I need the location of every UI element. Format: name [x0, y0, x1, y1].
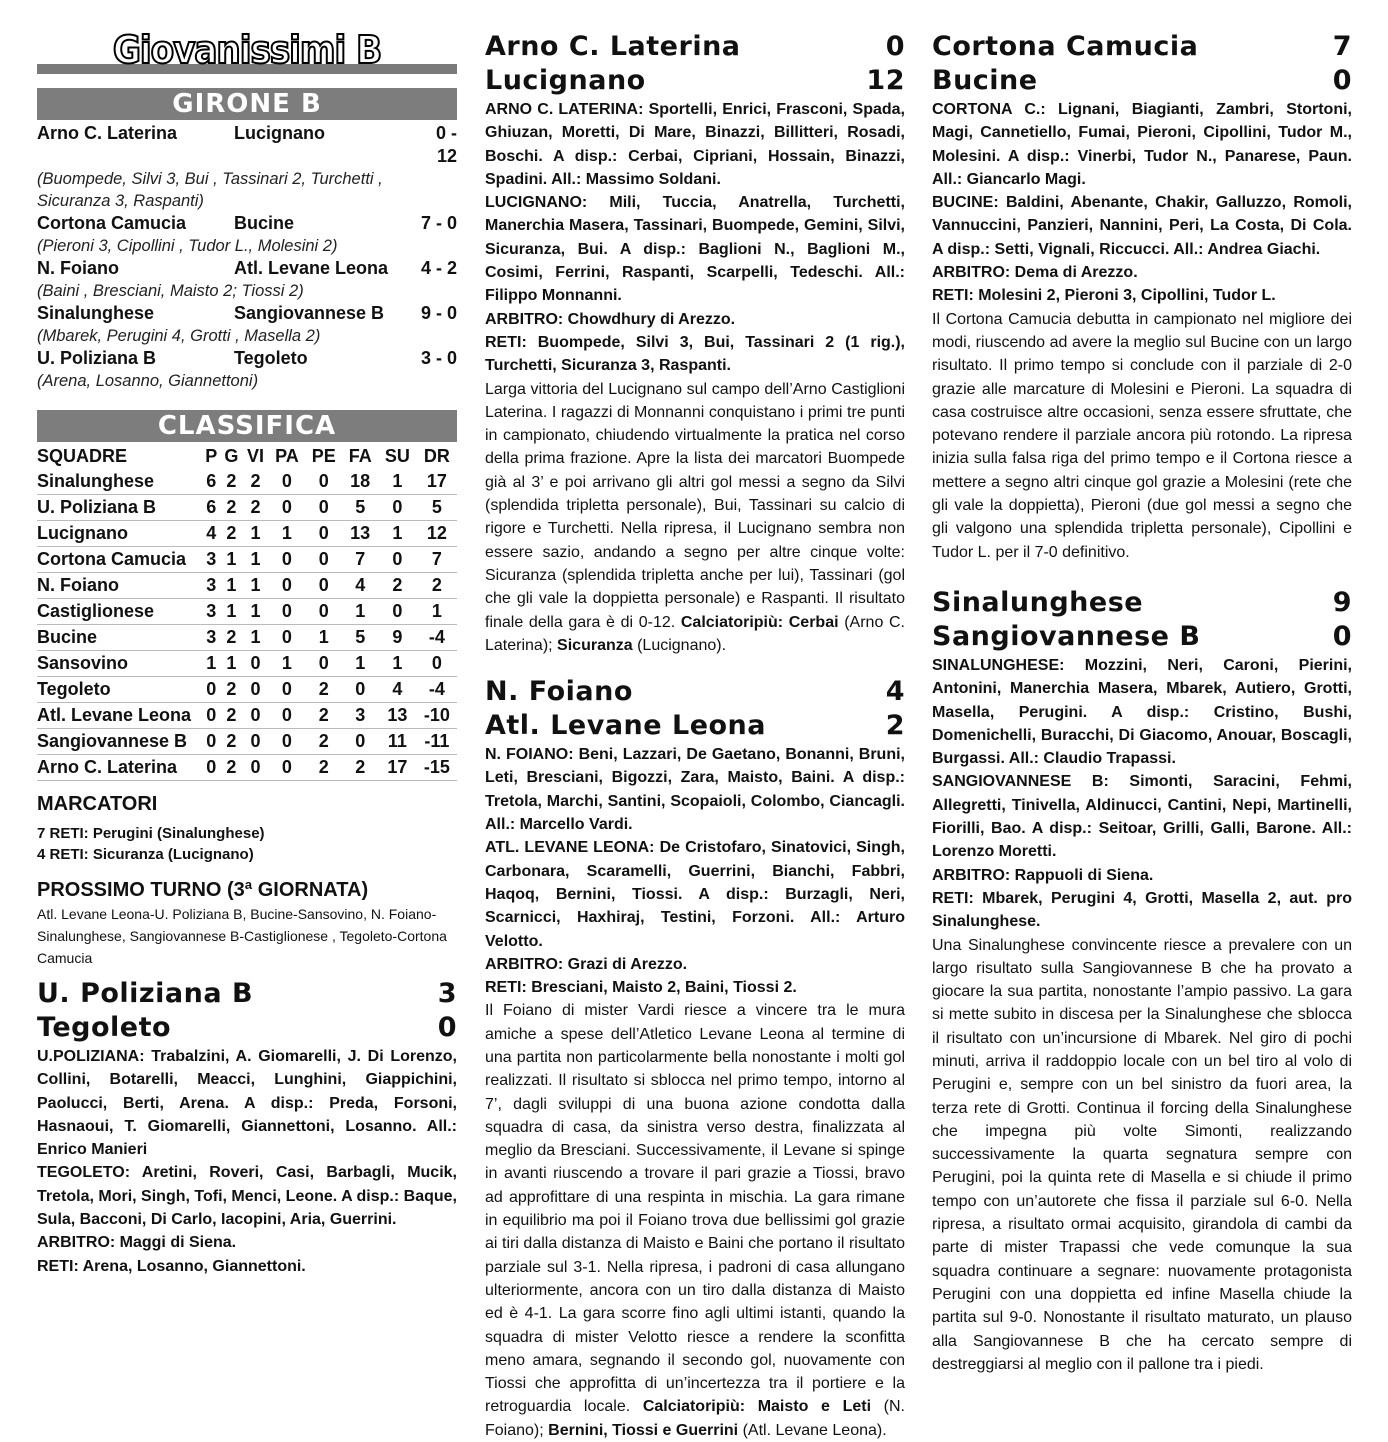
- stat-cell: 1: [221, 599, 243, 625]
- stat-cell: 4: [342, 573, 378, 599]
- stat-cell: 0: [269, 573, 306, 599]
- stat-cell: 5: [342, 625, 378, 651]
- stat-cell: 2: [342, 755, 378, 781]
- stat-cell: 1: [417, 599, 457, 625]
- match-home-row: [932, 586, 1352, 620]
- goals: RETI: Arena, Losanno, Giannettoni.: [37, 1257, 306, 1275]
- marcatori-line: 7 RETI: Perugini (Sinalunghese): [37, 825, 265, 842]
- prossimo-turno-title: PROSSIMO TURNO (3ª GIORNATA): [37, 879, 369, 901]
- goals: RETI: Bresciani, Maisto 2, Baini, Tiossi 2.: [485, 979, 797, 997]
- stat-cell: 1: [221, 651, 243, 677]
- stat-cell: 0: [202, 755, 221, 781]
- stat-cell: 0: [202, 703, 221, 729]
- team-name-cell: Sangiovannese B: [37, 729, 202, 755]
- away-team: Bucine: [932, 65, 1038, 96]
- stat-cell: 0: [242, 677, 268, 703]
- stat-cell: 0: [305, 547, 342, 573]
- match-block: [932, 586, 1352, 1376]
- score: 0 - 12: [435, 123, 457, 166]
- match-home-row: [37, 977, 457, 1011]
- referee: ARBITRO: Dema di Arezzo.: [932, 264, 1138, 282]
- team-name-cell: Atl. Levane Leona: [37, 703, 202, 729]
- stat-cell: 11: [378, 729, 417, 755]
- table-header-cell: FA: [348, 446, 372, 466]
- away-team: Sangiovannese B: [932, 620, 1201, 652]
- stat-cell: 2: [221, 677, 243, 703]
- stat-cell: 0: [269, 599, 306, 625]
- stat-cell: 6: [202, 495, 221, 521]
- stat-cell: 0: [305, 573, 342, 599]
- away-team: Tegoleto: [37, 1012, 172, 1043]
- home-score: 3: [437, 978, 457, 1009]
- stat-cell: 7: [342, 547, 378, 573]
- match-away-row: [485, 709, 905, 743]
- match-home-row: [485, 30, 905, 64]
- best-players: Bernini, Tiossi e Guerrini: [548, 1421, 739, 1439]
- stat-cell: 2: [221, 521, 243, 547]
- stat-cell: 2: [242, 469, 268, 495]
- table-header-cell: P: [205, 446, 218, 466]
- match-report: [485, 378, 905, 658]
- stat-cell: 13: [342, 521, 378, 547]
- standings-table: [37, 444, 457, 781]
- match-home-row: [932, 30, 1352, 64]
- stat-cell: 0: [202, 729, 221, 755]
- stat-cell: 2: [221, 755, 243, 781]
- home-score: 7: [1332, 31, 1352, 62]
- stat-cell: 2: [221, 729, 243, 755]
- home-team: Arno C. Laterina: [37, 123, 178, 143]
- stat-cell: 0: [342, 677, 378, 703]
- score: 7 - 0: [420, 213, 457, 233]
- lineup-away: LUCIGNANO: Mili, Tuccia, Anatrella, Turchetti, Manerchia Masera, Tassinari, Buompede, Gemini, Silvi, Sicuranza, Bui. A disp.: Baglioni N., Baglioni M., Cosimi, Ferrini, Raspanti, Scarpelli, Tedeschi. All.: Filippo Monnanni.: [485, 194, 905, 305]
- result-row: [37, 212, 457, 235]
- away-team: Lucignano: [234, 123, 325, 143]
- result-row: [37, 257, 457, 280]
- stat-cell: 2: [305, 703, 342, 729]
- match-block: [485, 30, 905, 657]
- lineup-home: N. FOIANO: Beni, Lazzari, De Gaetano, Bonanni, Bruni, Leti, Bresciani, Bigozzi, Zara, Maisto, Baini. A disp.: Tretola, Marchi, Santini, Scopaioli, Colombo, Ciancagli. All.: Marcello Vardi.: [485, 746, 905, 834]
- team-name-cell: U. Poliziana B: [37, 495, 202, 521]
- stat-cell: 17: [378, 755, 417, 781]
- match-report: Una Sinalunghese convincente riesce a prevalere con un largo risultato sulla Sangiovannese B che ha provato a giocare la sua partita, nonostante l’ampio passivo. La gara si mette subito in discesa per la Sinalunghese che sblocca il risultato con un’incursione di Mbarek. Nel giro di pochi minuti, arriva il raddoppio locale con un bel tiro al volo di Perugini e, sempre con un bel sinistro da fuori area, la terza rete di Grotti. Continua il forcing della Sinalunghese che impegna più volte Simonti, realizzando successivamente la quarta segnatura sempre con Perugini, poi la quinta rete di Masella e si chiude il primo tempo con un’autorete che fissa il parziale sul 6-0. Nella ripresa, a risultato ormai acquisito, girandola di cambi da parte di mister Trapassi che vede comunque la sua squadra continuare a segnare: nuovamente protagonista Perugini con una doppietta ed infine Masella chiude la partita sul 9-0. Nonostante il risultato maturato, un plauso alla Sangiovannese B che ha cercato sempre di destreggiarsi al meglio con il pallone tra i piedi.: [932, 936, 1352, 1373]
- table-header-cell: SQUADRE: [37, 446, 128, 466]
- stat-cell: 0: [269, 729, 306, 755]
- home-team: N. Foiano: [485, 676, 633, 708]
- table-row: [37, 547, 457, 573]
- stat-cell: 2: [221, 469, 243, 495]
- stat-cell: 2: [378, 573, 417, 599]
- match-away-row: [932, 64, 1352, 98]
- girone-band: GIRONE B: [37, 88, 457, 120]
- section-title: [37, 30, 457, 74]
- result-row: [37, 347, 457, 370]
- lineup-home: U.POLIZIANA: Trabalzini, A. Giomarelli, J. Di Lorenzo, Collini, Botarelli, Meacci, Lunghini, Giappichini, Paolucci, Berti, Arena. A disp.: Preda, Forsoni, Hasnaoui, T. Giomarelli, Giannettoni, Losanno. All.: Enrico Manieri: [37, 1048, 457, 1159]
- stat-cell: -4: [417, 677, 457, 703]
- stat-cell: 0: [305, 521, 342, 547]
- stat-cell: 2: [305, 677, 342, 703]
- scorers: (Pieroni 3, Cipollini , Tudor L., Molesini 2): [37, 237, 338, 255]
- stat-cell: 1: [221, 547, 243, 573]
- stat-cell: 1: [378, 651, 417, 677]
- stat-cell: 1: [378, 469, 417, 495]
- stat-cell: 9: [378, 625, 417, 651]
- home-team: Sinalunghese: [932, 586, 1144, 618]
- table-row: [37, 599, 457, 625]
- home-team: U. Poliziana B: [37, 348, 157, 368]
- stat-cell: 4: [202, 521, 221, 547]
- stat-cell: 18: [342, 469, 378, 495]
- report-text: (Arno C. Laterina);: [485, 613, 906, 654]
- scorers: (Baini , Bresciani, Maisto 2; Tiossi 2): [37, 282, 304, 300]
- marcatori-line: 4 RETI: Sicuranza (Lucignano): [37, 846, 254, 863]
- stat-cell: -15: [417, 755, 457, 781]
- stat-cell: 1: [221, 573, 243, 599]
- stat-cell: 17: [417, 469, 457, 495]
- away-score: 0: [1332, 65, 1352, 96]
- report-text: (N. Foiano);: [485, 1398, 905, 1439]
- table-row: [37, 469, 457, 495]
- referee: ARBITRO: Grazi di Arezzo.: [485, 955, 688, 973]
- table-row: [37, 755, 457, 781]
- away-team: Tegoleto: [234, 348, 308, 368]
- middle-column: [485, 30, 905, 1442]
- report-text: Larga vittoria del Lucignano sul campo dell’Arno Castiglioni Laterina. I ragazzi di Monnanni conquistano i primi tre punti in campionato, chiudendo virtualmente la pratica nel corso della prima frazione. Apre la lista dei marcatori Buompede già al 3’ e poi arrivano gli altri gol messi a segno da Silvi (splendida tripletta personale), Bui, Tassinari su calcio di rigore e Turchetti. Nella ripresa, il Lucignano sembra non essere sazio, andando a segno per altre cinque volte: Sicuranza (splendida tripletta anche per lui), Tassinari (gol che gli vale la doppietta personale) e Raspanti. Il risultato finale della gara è di 0-12.: [485, 380, 905, 631]
- table-header-row: [37, 444, 457, 469]
- match-block: [932, 30, 1352, 564]
- team-name-cell: Sinalunghese: [37, 469, 202, 495]
- scorers: (Mbarek, Perugini 4, Grotti , Masella 2): [37, 327, 321, 345]
- stat-cell: 2: [221, 495, 243, 521]
- stat-cell: 1: [269, 521, 306, 547]
- stat-cell: 1: [242, 599, 268, 625]
- stat-cell: 0: [242, 729, 268, 755]
- referee: ARBITRO: Chowdhury di Arezzo.: [485, 310, 736, 328]
- team-name-cell: Tegoleto: [37, 677, 202, 703]
- stat-cell: 0: [269, 547, 306, 573]
- away-team: Bucine: [234, 213, 295, 233]
- table-row: [37, 495, 457, 521]
- stat-cell: 0: [269, 469, 306, 495]
- right-column: [932, 30, 1352, 1376]
- stat-cell: 0: [305, 651, 342, 677]
- score: 3 - 0: [420, 348, 457, 368]
- home-team: N. Foiano: [37, 258, 119, 278]
- lineup-away: SANGIOVANNESE B: Simonti, Saracini, Fehmi, Allegretti, Tinivella, Aldinucci, Cantini, Nepi, Martinelli, Fiorilli, Bao. A disp.: Seitoar, Grilli, Galli, Barone. All.: Lorenzo Moretti.: [932, 773, 1352, 861]
- away-score: 12: [866, 65, 905, 96]
- stat-cell: 1: [269, 651, 306, 677]
- results-list: [37, 122, 457, 392]
- stat-cell: 3: [202, 599, 221, 625]
- stat-cell: 1: [242, 573, 268, 599]
- stat-cell: 0: [378, 547, 417, 573]
- table-row: [37, 729, 457, 755]
- stat-cell: 0: [202, 677, 221, 703]
- stat-cell: 5: [417, 495, 457, 521]
- stat-cell: 2: [242, 495, 268, 521]
- report-text: (Lucignano).: [632, 636, 727, 654]
- goals: RETI: Buompede, Silvi 3, Bui, Tassinari 2 (1 rig.), Turchetti, Sicuranza 3, Raspanti.: [485, 333, 905, 375]
- away-score: 2: [885, 710, 905, 742]
- stat-cell: 3: [202, 547, 221, 573]
- marcatori-title: MARCATORI: [37, 793, 158, 815]
- stat-cell: 13: [378, 703, 417, 729]
- stat-cell: 0: [242, 651, 268, 677]
- table-header-cell: DR: [423, 446, 450, 466]
- table-header-cell: VI: [246, 446, 264, 466]
- stat-cell: 1: [202, 651, 221, 677]
- table-row: [37, 625, 457, 651]
- match-block: [37, 977, 457, 1278]
- match-away-row: [37, 1011, 457, 1045]
- table-row: [37, 677, 457, 703]
- stat-cell: 0: [378, 495, 417, 521]
- stat-cell: 1: [242, 625, 268, 651]
- team-name-cell: Castiglionese: [37, 599, 202, 625]
- lineup-away: BUCINE: Baldini, Abenante, Chakir, Galluzzo, Romoli, Vannuccini, Panzieri, Nannini, Peri, La Costa, Di Cola. A disp.: Setti, Vignali, Riccucci. All.: Andrea Giachi.: [932, 194, 1352, 258]
- stat-cell: 1: [305, 625, 342, 651]
- table-header-cell: SU: [384, 446, 410, 466]
- lineup-home: SINALUNGHESE: Mozzini, Neri, Caroni, Pierini, Antonini, Manerchia Masera, Mbarek, Autiero, Grotti, Masella, Perugini. A disp.: Cristino, Bushi, Domenichelli, Buracchi, Di Giacomo, Anouar, Boscagli, Burgassi. All.: Claudio Trapassi.: [932, 656, 1352, 768]
- stat-cell: 3: [342, 703, 378, 729]
- stat-cell: 0: [269, 677, 306, 703]
- report-text: Il Foiano di mister Vardi riesce a vincere tra le mura amiche a spese dell’Atletico Levane Leona al termine di una partita non particolarmente bella nonostante i molti gol realizzati. Il risultato si sblocca nel primo tempo, intorno al 7’, dagli sviluppi di una buona azione condotta dalla squadra di casa, da sinistra verso destra, finalizzata al meglio da Bresciani. Successivamente, il Levane si spinge in avanti riuscendo a trovare il pari grazie a Tiossi, bravo ad approfittare di una respinta in mischia. La gara rimane in equilibrio ma poi il Foiano trova due bellissimi gol grazie ai tiri dalla distanza di Maisto e Baini che portano il risultato parziale sul 3-1. Nella ripresa, i padroni di casa allungano ulteriormente, ancora con un tiro dalla distanza di Maisto ed è 4-1. La gara scorre fino agli ultimi istanti, quando la squadra di mister Velotto riesce a rendere la sconfitta meno amara, segnando il secondo gol, nuovamente con Tiossi che approfitta di un’incertezza tra il portiere e la retroguardia locale.: [485, 1002, 905, 1416]
- lineup-home: ARNO C. LATERINA: Sportelli, Enrici, Frasconi, Spada, Ghiuzan, Moretti, Di Mare, Binazzi, Billitteri, Rosadi, Boschi. A disp.: Cerbai, Cipriani, Hossain, Binazzi, Spadini. All.: Massimo Soldani.: [485, 101, 905, 188]
- home-team: Cortona Camucia: [932, 31, 1199, 62]
- match-home-row: [485, 675, 905, 709]
- home-score: 0: [885, 31, 905, 62]
- home-score: 9: [1332, 586, 1352, 618]
- away-team: Atl. Levane Leona: [234, 258, 389, 278]
- stat-cell: 7: [417, 547, 457, 573]
- best-players: Sicuranza: [557, 636, 633, 654]
- referee: ARBITRO: Rappuoli di Siena.: [932, 866, 1154, 884]
- away-team: Atl. Levane Leona: [485, 710, 766, 742]
- goals: RETI: Mbarek, Perugini 4, Grotti, Masella 2, aut. pro Sinalunghese.: [932, 889, 1352, 931]
- classifica-band: CLASSIFICA: [37, 410, 457, 442]
- match-report: Il Cortona Camucia debutta in campionato nel migliore dei modi, riuscendo ad avere la meglio sul Bucine con un largo risultato. Il primo tempo si conclude con il parziale di 2-0 grazie alle marcature di Molesini e Pieroni. La squadra di casa costruisce altre occasioni, senza essere sfruttate, che potevano rendere il parziale ancora più rotondo. La ripresa inizia sulla falsa riga del primo tempo e il Cortona riesce a mettere a segno altri cinque gol grazie a Molesini (rete che gli vale la doppietta), Pieroni (due gol messi a segno che gli valgono una splendida tripletta personale), Cipollini e Tudor L. per il 7-0 definitivo.: [932, 310, 1352, 561]
- match-block: [485, 675, 905, 1442]
- score: 9 - 0: [420, 303, 457, 323]
- table-header-cell: PA: [275, 446, 299, 466]
- stat-cell: 0: [342, 729, 378, 755]
- lineup-home: CORTONA C.: Lignani, Biagianti, Zambri, Stortoni, Magi, Cannetiello, Fumai, Pieroni, Cipollini, Tudor M., Molesini. A disp.: Vinerbi, Tudor N., Panarese, Paun. All.: Giancarlo Magi.: [932, 101, 1352, 188]
- stat-cell: 0: [378, 599, 417, 625]
- away-score: 0: [1332, 620, 1352, 652]
- team-name-cell: N. Foiano: [37, 573, 202, 599]
- match-away-row: [485, 64, 905, 98]
- goals: RETI: Molesini 2, Pieroni 3, Cipollini, Tudor L.: [932, 287, 1276, 305]
- stat-cell: 2: [417, 573, 457, 599]
- left-column: [37, 30, 457, 1278]
- stat-cell: 1: [242, 547, 268, 573]
- scorers: (Arena, Losanno, Giannettoni): [37, 372, 259, 390]
- stat-cell: 2: [221, 625, 243, 651]
- away-score: 0: [437, 1012, 457, 1043]
- stat-cell: 0: [269, 625, 306, 651]
- result-row: [37, 302, 457, 325]
- table-row: [37, 703, 457, 729]
- referee: ARBITRO: Maggi di Siena.: [37, 1234, 237, 1252]
- stat-cell: 1: [242, 521, 268, 547]
- stat-cell: 0: [242, 703, 268, 729]
- home-team: U. Poliziana B: [37, 978, 254, 1009]
- stat-cell: 0: [305, 469, 342, 495]
- prossimo-turno-text: Atl. Levane Leona-U. Poliziana B, Bucine-Sansovino, N. Foiano-Sinalunghese, Sangiovannese B-Castiglionese , Tegoleto-Cortona Camucia: [37, 906, 447, 966]
- home-score: 4: [885, 676, 905, 708]
- score: 4 - 2: [420, 258, 457, 278]
- home-team: Cortona Camucia: [37, 213, 187, 233]
- stat-cell: 3: [202, 625, 221, 651]
- stat-cell: -11: [417, 729, 457, 755]
- stat-cell: 1: [378, 521, 417, 547]
- page-title: Giovanissimi B: [112, 28, 382, 72]
- table-row: [37, 651, 457, 677]
- table-header-cell: PE: [311, 446, 336, 466]
- stat-cell: 3: [202, 573, 221, 599]
- stat-cell: 0: [269, 495, 306, 521]
- team-name-cell: Lucignano: [37, 521, 202, 547]
- away-team: Sangiovannese B: [234, 303, 385, 323]
- table-header-cell: G: [224, 446, 239, 466]
- stat-cell: 0: [417, 651, 457, 677]
- away-team: Lucignano: [485, 65, 646, 96]
- stat-cell: 0: [305, 599, 342, 625]
- lineup-away: ATL. LEVANE LEONA: De Cristofaro, Sinatovici, Singh, Carbonara, Scaramelli, Guerrini, Bianchi, Fabbri, Haqoq, Bernini, Tiossi. A disp.: Burzagli, Neri, Scarnicci, Haxhiraj, Testini, Forzoni. All.: Arturo Velotto.: [485, 839, 905, 950]
- result-row: [37, 122, 457, 168]
- stat-cell: 0: [269, 755, 306, 781]
- stat-cell: -4: [417, 625, 457, 651]
- stat-cell: 2: [305, 729, 342, 755]
- stat-cell: -10: [417, 703, 457, 729]
- stat-cell: 2: [221, 703, 243, 729]
- home-team: Arno C. Laterina: [485, 31, 741, 62]
- stat-cell: 0: [242, 755, 268, 781]
- report-text: (Atl. Levane Leona).: [738, 1421, 887, 1439]
- stat-cell: 0: [269, 703, 306, 729]
- match-away-row: [932, 620, 1352, 654]
- stat-cell: 4: [378, 677, 417, 703]
- team-name-cell: Bucine: [37, 625, 202, 651]
- table-row: [37, 521, 457, 547]
- team-name-cell: Arno C. Laterina: [37, 755, 202, 781]
- home-team: Sinalunghese: [37, 303, 155, 323]
- best-players-label: Calciatoripiù: Cerbai: [680, 613, 839, 631]
- stat-cell: 12: [417, 521, 457, 547]
- table-row: [37, 573, 457, 599]
- stat-cell: 1: [342, 651, 378, 677]
- stat-cell: 0: [305, 495, 342, 521]
- stat-cell: 6: [202, 469, 221, 495]
- stat-cell: 5: [342, 495, 378, 521]
- team-name-cell: Cortona Camucia: [37, 547, 202, 573]
- scorers: (Buompede, Silvi 3, Bui , Tassinari 2, Turchetti , Sicuranza 3, Raspanti): [37, 170, 383, 210]
- best-players-label: Calciatoripiù: Maisto e Leti: [642, 1398, 872, 1416]
- lineup-away: TEGOLETO: Aretini, Roveri, Casi, Barbagli, Mucik, Tretola, Mori, Singh, Tofi, Menci, Leone. A disp.: Baque, Sula, Bacconi, Di Carlo, Iacopini, Aria, Guerrini.: [37, 1164, 457, 1229]
- team-name-cell: Sansovino: [37, 651, 202, 677]
- stat-cell: 2: [305, 755, 342, 781]
- stat-cell: 1: [342, 599, 378, 625]
- match-report: [485, 999, 905, 1442]
